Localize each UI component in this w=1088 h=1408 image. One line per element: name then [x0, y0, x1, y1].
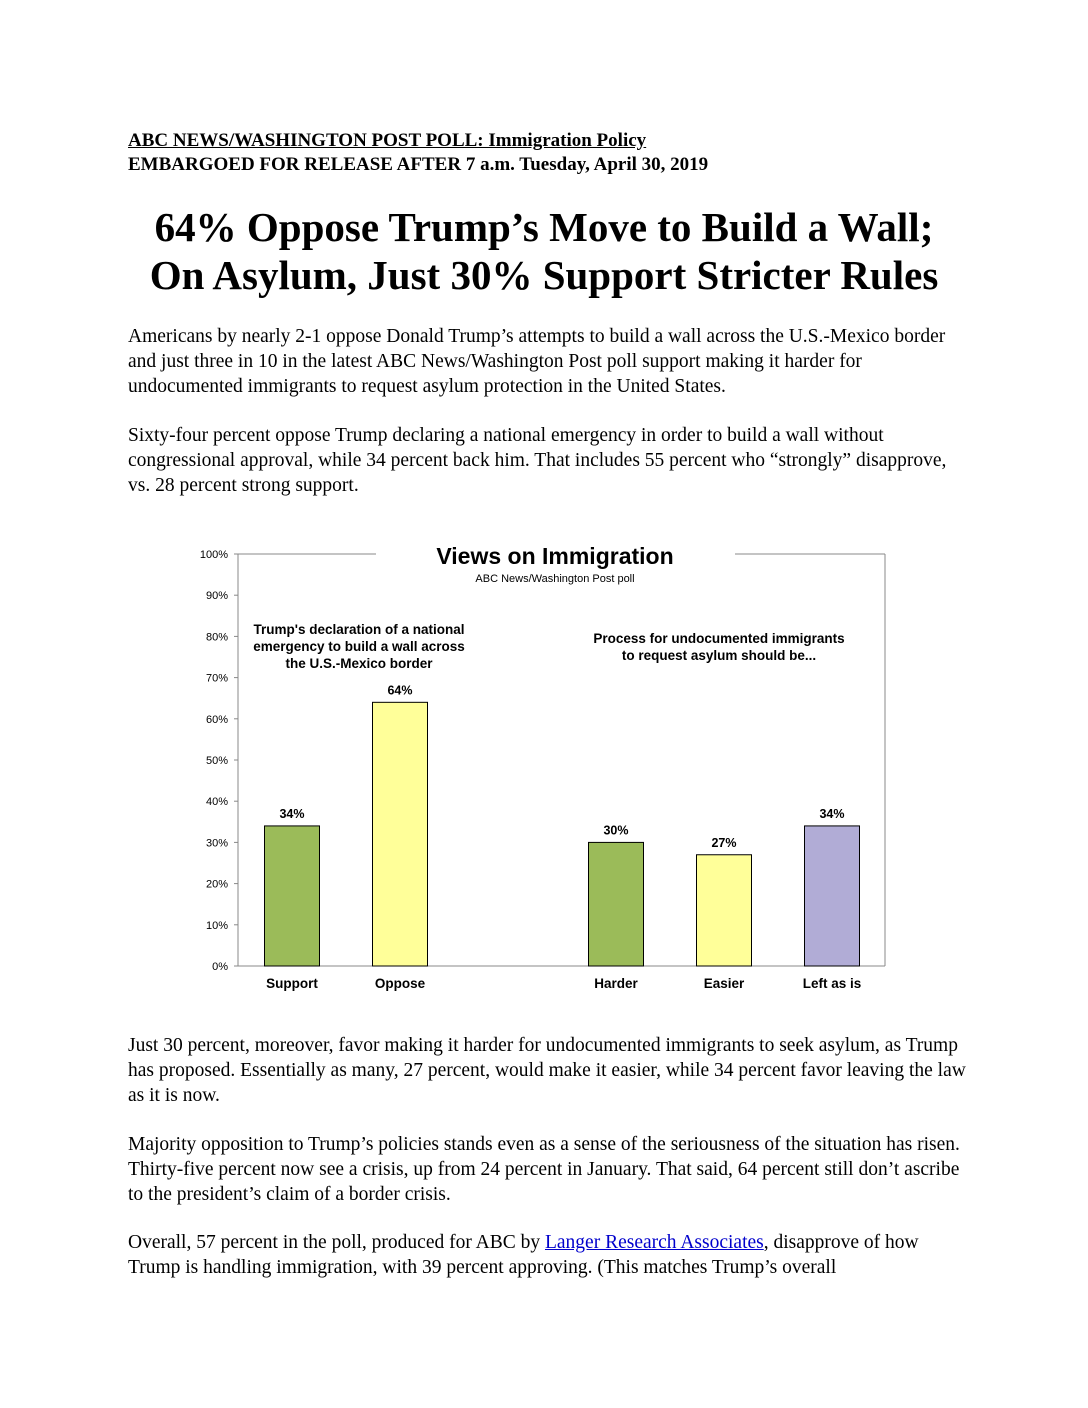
y-tick-label: 10% — [205, 919, 228, 932]
y-tick-label: 90% — [205, 590, 228, 603]
x-category-label: Left as is — [802, 976, 862, 991]
paragraph-5-start: Overall, 57 percent in the poll, produced for ABC by — [128, 1232, 545, 1253]
group-label-line: Trump's declaration of a national — [253, 622, 465, 637]
y-tick-label: 100% — [199, 549, 228, 561]
langer-research-link[interactable]: Langer Research Associates — [544, 1232, 764, 1253]
headline — [100, 203, 988, 299]
y-tick-label: 70% — [205, 672, 228, 685]
chart-subtitle: ABC News/Washington Post poll — [475, 573, 635, 585]
bar-value-label: 34% — [819, 806, 845, 821]
poll-title: ABC NEWS/WASHINGTON POST POLL: Immigration Policy — [128, 130, 647, 151]
bar-value-label: 27% — [711, 835, 737, 850]
bar-value-label: 30% — [603, 823, 629, 838]
paragraph-4: Majority opposition to Trump’s policies stands even as a sense of the seriousness of the situation has risen. Thirty-five percent now see a crisis, up from 24 percent in January. That said, 64 percent still don’t ascribe to the president’s claim of a border crisis. — [128, 1134, 960, 1205]
group-label-line: emergency to build a wall across — [253, 639, 465, 654]
bar-oppose — [373, 702, 428, 966]
y-tick-label: 80% — [205, 631, 228, 644]
paragraph-5-end: , disapprove of how Trump is handling immigration, with 39 percent approving. (This matches Trump’s overall — [128, 1232, 919, 1278]
views-on-immigration-chart — [190, 540, 900, 1000]
x-category-label: Harder — [594, 976, 638, 991]
group-label-line: the U.S.-Mexico border — [285, 656, 433, 671]
document-header — [128, 129, 708, 177]
bar-left-as-is — [805, 826, 860, 966]
bar-value-label: 64% — [387, 683, 413, 698]
y-tick-label: 40% — [205, 796, 228, 809]
bar-support — [265, 826, 320, 966]
y-tick-label: 0% — [212, 961, 228, 973]
bar-value-label: 34% — [279, 806, 305, 821]
x-category-label: Support — [266, 976, 318, 991]
paragraph-1: Americans by nearly 2-1 oppose Donald Trump’s attempts to build a wall across the U.S.-Mexico border and just three in 10 in the latest ABC News/Washington Post poll support making it harder for undocumented immigrants to request asylum protection in the United States. — [128, 326, 946, 397]
chart-title: Views on Immigration — [436, 543, 674, 569]
bar-easier — [697, 855, 752, 966]
paragraph-2: Sixty-four percent oppose Trump declaring a national emergency in order to build a wall without congressional approval, while 34 percent back him. That includes 55 percent who “strongly” disapprove, vs. 28 percent strong support. — [128, 425, 947, 496]
headline-line-1: 64% Oppose Trump’s Move to Build a Wall; — [154, 204, 934, 250]
group-label-line: Process for undocumented immigrants — [593, 631, 845, 646]
embargo-notice: EMBARGOED FOR RELEASE AFTER 7 a.m. Tuesday, April 30, 2019 — [128, 154, 709, 175]
y-tick-label: 30% — [205, 837, 228, 850]
x-category-label: Oppose — [374, 976, 426, 991]
bar-harder — [589, 842, 644, 966]
paragraph-3: Just 30 percent, moreover, favor making it harder for undocumented immigrants to seek asylum, as Trump has proposed. Essentially as many, 27 percent, would make it easier, while 34 percent favor leaving the law as it is now. — [128, 1035, 966, 1106]
y-tick-label: 60% — [205, 713, 228, 726]
x-category-label: Easier — [703, 976, 745, 991]
headline-line-2: On Asylum, Just 30% Support Stricter Rules — [149, 252, 939, 298]
group-label-line: to request asylum should be... — [621, 648, 817, 663]
y-tick-label: 20% — [205, 878, 228, 891]
paragraph-5 — [128, 1230, 968, 1280]
y-tick-label: 50% — [205, 755, 228, 767]
